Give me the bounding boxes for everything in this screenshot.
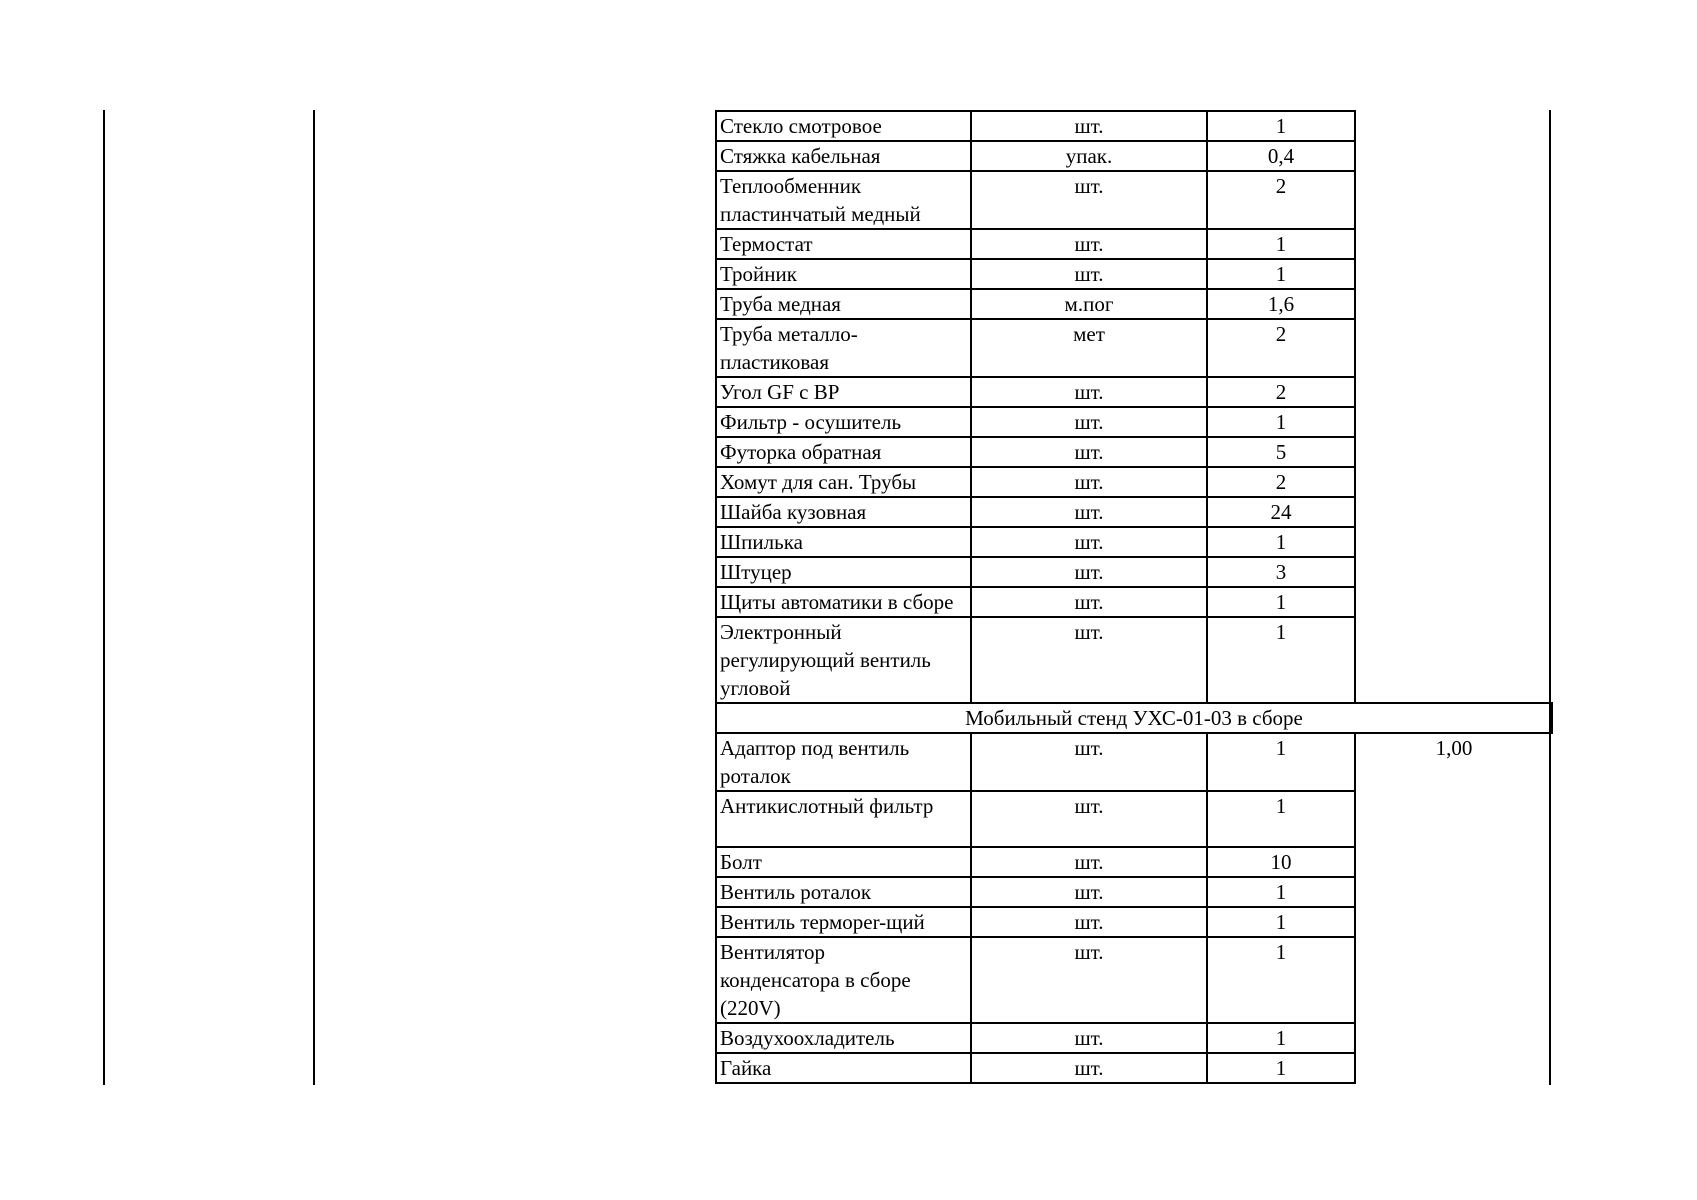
item-quantity: 1	[1207, 587, 1355, 617]
item-unit: шт.	[971, 259, 1207, 289]
item-price	[1355, 1053, 1552, 1083]
item-name: Тройник	[716, 259, 971, 289]
item-unit: м.пог	[971, 289, 1207, 319]
item-price	[1355, 377, 1552, 407]
left-border-line	[103, 110, 105, 1085]
table-row	[716, 733, 1552, 791]
item-quantity: 1	[1207, 407, 1355, 437]
item-name: Шайба кузовная	[716, 497, 971, 527]
item-unit: шт.	[971, 377, 1207, 407]
item-quantity: 3	[1207, 557, 1355, 587]
item-unit: шт.	[971, 733, 1207, 791]
table-row	[716, 259, 1552, 289]
item-unit: шт.	[971, 171, 1207, 229]
table-row	[716, 229, 1552, 259]
table-row	[716, 467, 1552, 497]
item-price	[1355, 907, 1552, 937]
item-quantity: 1	[1207, 617, 1355, 703]
item-name: Термостат	[716, 229, 971, 259]
item-quantity: 24	[1207, 497, 1355, 527]
table-row	[716, 617, 1552, 703]
item-name: Вентиль роталок	[716, 877, 971, 907]
item-quantity: 1	[1207, 877, 1355, 907]
item-price	[1355, 617, 1552, 703]
section-header-row	[716, 703, 1552, 733]
item-unit: шт.	[971, 617, 1207, 703]
item-unit: шт.	[971, 791, 1207, 847]
item-name: Болт	[716, 847, 971, 877]
item-name: Вентиль термореr-щий	[716, 907, 971, 937]
table-row	[716, 847, 1552, 877]
item-quantity: 1	[1207, 229, 1355, 259]
item-quantity: 1	[1207, 907, 1355, 937]
item-quantity: 1	[1207, 527, 1355, 557]
item-unit: шт.	[971, 229, 1207, 259]
item-unit: шт.	[971, 1053, 1207, 1083]
item-price	[1355, 289, 1552, 319]
table-row	[716, 437, 1552, 467]
item-price	[1355, 791, 1552, 847]
item-name: Труба металло- пластиковая	[716, 319, 971, 377]
item-quantity: 2	[1207, 319, 1355, 377]
table-row	[716, 111, 1552, 141]
item-price	[1355, 877, 1552, 907]
item-name: Теплообменник пластинчатый медный	[716, 171, 971, 229]
item-quantity: 10	[1207, 847, 1355, 877]
item-quantity: 1	[1207, 1023, 1355, 1053]
materials-table	[715, 110, 1553, 1084]
table-row	[716, 557, 1552, 587]
table-row	[716, 907, 1552, 937]
item-quantity: 1	[1207, 733, 1355, 791]
item-unit: шт.	[971, 407, 1207, 437]
table-row	[716, 937, 1552, 1023]
table-row	[716, 1053, 1552, 1083]
section-title: Мобильный стенд УХС-01-03 в сборе	[716, 703, 1552, 733]
table-row	[716, 377, 1552, 407]
item-price	[1355, 467, 1552, 497]
item-name: Адаптор под вентиль роталок	[716, 733, 971, 791]
item-quantity: 1	[1207, 111, 1355, 141]
item-price	[1355, 111, 1552, 141]
item-name: Труба медная	[716, 289, 971, 319]
item-quantity: 1	[1207, 791, 1355, 847]
item-price	[1355, 1023, 1552, 1053]
item-name: Электронный регулирующий вентиль угловой	[716, 617, 971, 703]
item-price	[1355, 141, 1552, 171]
item-price	[1355, 587, 1552, 617]
item-name: Гайка	[716, 1053, 971, 1083]
table-row	[716, 289, 1552, 319]
item-unit: шт.	[971, 437, 1207, 467]
table-row	[716, 171, 1552, 229]
item-unit: шт.	[971, 877, 1207, 907]
item-price	[1355, 437, 1552, 467]
item-name: Шпилька	[716, 527, 971, 557]
table-row	[716, 587, 1552, 617]
column-divider-line	[313, 110, 315, 1085]
table-row	[716, 791, 1552, 847]
item-quantity: 2	[1207, 377, 1355, 407]
item-name: Щиты автоматики в сборе	[716, 587, 971, 617]
item-price	[1355, 847, 1552, 877]
item-name: Хомут для сан. Трубы	[716, 467, 971, 497]
item-quantity: 1,6	[1207, 289, 1355, 319]
item-price	[1355, 171, 1552, 229]
item-name: Футорка обратная	[716, 437, 971, 467]
item-unit: шт.	[971, 937, 1207, 1023]
item-name: Фильтр - осушитель	[716, 407, 971, 437]
item-unit: шт.	[971, 111, 1207, 141]
item-price	[1355, 527, 1552, 557]
table-row	[716, 877, 1552, 907]
item-quantity: 0,4	[1207, 141, 1355, 171]
item-name: Вентилятор конденсатора в сборе (220V)	[716, 937, 971, 1023]
item-name: Штуцер	[716, 557, 971, 587]
item-name: Антикислотный фильтр	[716, 791, 971, 847]
item-name: Стяжка кабельная	[716, 141, 971, 171]
item-name: Стекло смотровое	[716, 111, 971, 141]
item-unit: шт.	[971, 847, 1207, 877]
item-price	[1355, 319, 1552, 377]
item-quantity: 2	[1207, 467, 1355, 497]
item-unit: шт.	[971, 527, 1207, 557]
item-unit: шт.	[971, 587, 1207, 617]
item-price	[1355, 229, 1552, 259]
table-row	[716, 319, 1552, 377]
table-row	[716, 1023, 1552, 1053]
item-name: Угол GF с ВР	[716, 377, 971, 407]
item-price	[1355, 407, 1552, 437]
item-quantity: 1	[1207, 1053, 1355, 1083]
table-row	[716, 407, 1552, 437]
item-unit: мет	[971, 319, 1207, 377]
item-unit: шт.	[971, 467, 1207, 497]
item-unit: шт.	[971, 497, 1207, 527]
table-row	[716, 141, 1552, 171]
item-quantity: 1	[1207, 259, 1355, 289]
item-price	[1355, 937, 1552, 1023]
item-price: 1,00	[1355, 733, 1552, 791]
item-price	[1355, 557, 1552, 587]
table-row	[716, 527, 1552, 557]
table-row	[716, 497, 1552, 527]
item-price	[1355, 497, 1552, 527]
item-quantity: 2	[1207, 171, 1355, 229]
item-unit: упак.	[971, 141, 1207, 171]
item-name: Воздухоохладитель	[716, 1023, 971, 1053]
item-unit: шт.	[971, 1023, 1207, 1053]
item-quantity: 5	[1207, 437, 1355, 467]
item-price	[1355, 259, 1552, 289]
item-quantity: 1	[1207, 937, 1355, 1023]
item-unit: шт.	[971, 907, 1207, 937]
item-unit: шт.	[971, 557, 1207, 587]
